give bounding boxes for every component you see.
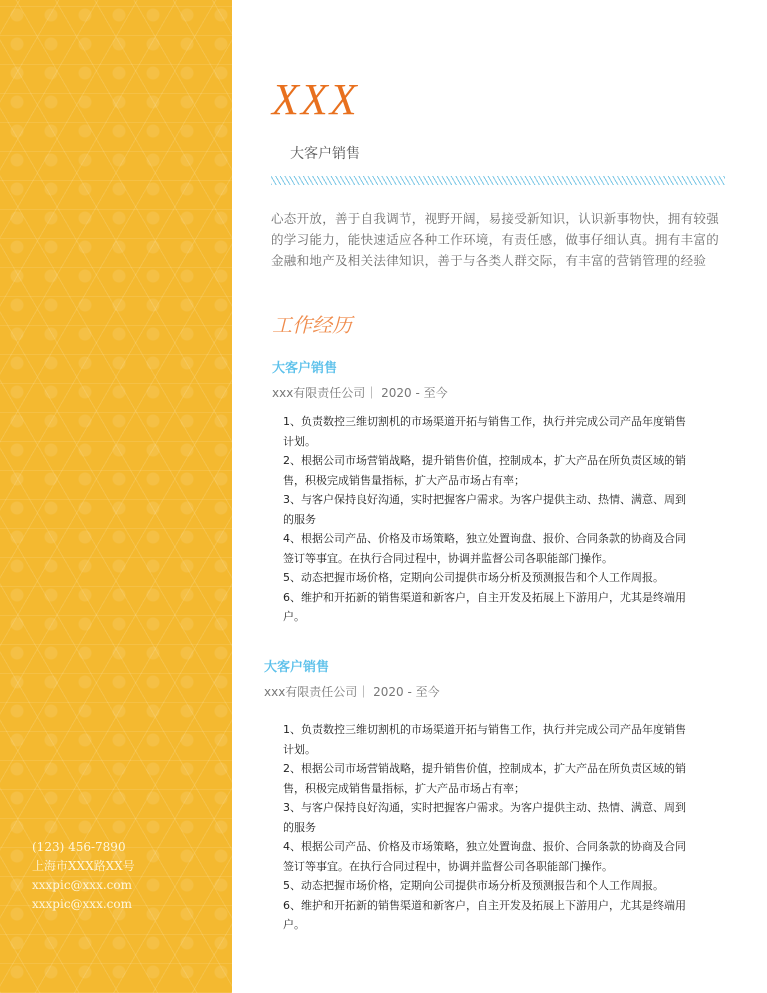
job-company-period: xxx有限责任公司｜ 2020 - 至今	[272, 386, 448, 400]
header-divider	[271, 176, 725, 185]
contact-email-secondary: xxxpic@xxx.com	[32, 897, 132, 911]
job-entry	[272, 360, 692, 627]
duty-item: 5、动态把握市场价格，定期向公司提供市场分析及预测报告和个人工作周报。	[283, 571, 664, 584]
sidebar	[0, 0, 232, 993]
job-company-period: xxx有限责任公司｜ 2020 - 至今	[264, 685, 440, 699]
duty-item: 1、负责数控三维切割机的市场渠道开拓与销售工作，执行并完成公司产品年度销售计划。	[283, 723, 686, 756]
duty-item: 4、根据公司产品、价格及市场策略，独立处置询盘、报价、合同条款的协商及合同签订等事宜。在执行合同过程中，协调并监督公司各职能部门操作。	[283, 840, 686, 873]
contact-address: 上海市XXX路XX号	[32, 859, 135, 873]
duty-item: 6、维护和开拓新的销售渠道和新客户，自主开发及拓展上下游用户，尤其是终端用户。	[283, 590, 686, 623]
section-heading-work-experience: 工作经历	[272, 313, 352, 337]
job-role: 大客户销售	[272, 361, 338, 376]
duty-item: 5、动态把握市场价格，定期向公司提供市场分析及预测报告和个人工作周报。	[283, 879, 664, 892]
candidate-title: 大客户销售	[290, 146, 360, 162]
duty-item: 1、负责数控三维切割机的市场渠道开拓与销售工作，执行并完成公司产品年度销售计划。	[283, 415, 686, 448]
duty-item: 3、与客户保持良好沟通，实时把握客户需求。为客户提供主动、热情、满意、周到的服务	[283, 493, 686, 526]
duty-item: 6、维护和开拓新的销售渠道和新客户，自主开发及拓展上下游用户，尤其是终端用户。	[283, 898, 686, 931]
duty-item: 3、与客户保持良好沟通，实时把握客户需求。为客户提供主动、热情、满意、周到的服务	[283, 801, 686, 834]
contact-email-primary: xxxpic@xxx.com	[32, 878, 132, 892]
job-entry	[264, 659, 684, 935]
contact-phone: (123) 456-7890	[32, 840, 126, 854]
duty-list	[283, 412, 688, 627]
contact-info	[32, 838, 135, 914]
candidate-name: XXX	[272, 75, 359, 124]
profile-summary: 心态开放，善于自我调节，视野开阔，易接受新知识，认识新事物快，拥有较强的学习能力，能快速适应各种工作环境，有责任感，做事仔细认真。拥有丰富的金融和地产及相关法律知识，善于与各类人群交际，有丰富的营销管理的经验	[271, 211, 720, 268]
duty-item: 2、根据公司市场营销战略，提升销售价值，控制成本，扩大产品在所负责区域的销售，积极完成销售量指标，扩大产品市场占有率；	[283, 454, 686, 487]
duty-item: 2、根据公司市场营销战略，提升销售价值，控制成本，扩大产品在所负责区域的销售，积极完成销售量指标，扩大产品市场占有率；	[283, 762, 686, 795]
duty-list	[283, 720, 688, 935]
job-role: 大客户销售	[264, 660, 330, 675]
duty-item: 4、根据公司产品、价格及市场策略，独立处置询盘、报价、合同条款的协商及合同签订等事宜。在执行合同过程中，协调并监督公司各职能部门操作。	[283, 532, 686, 565]
